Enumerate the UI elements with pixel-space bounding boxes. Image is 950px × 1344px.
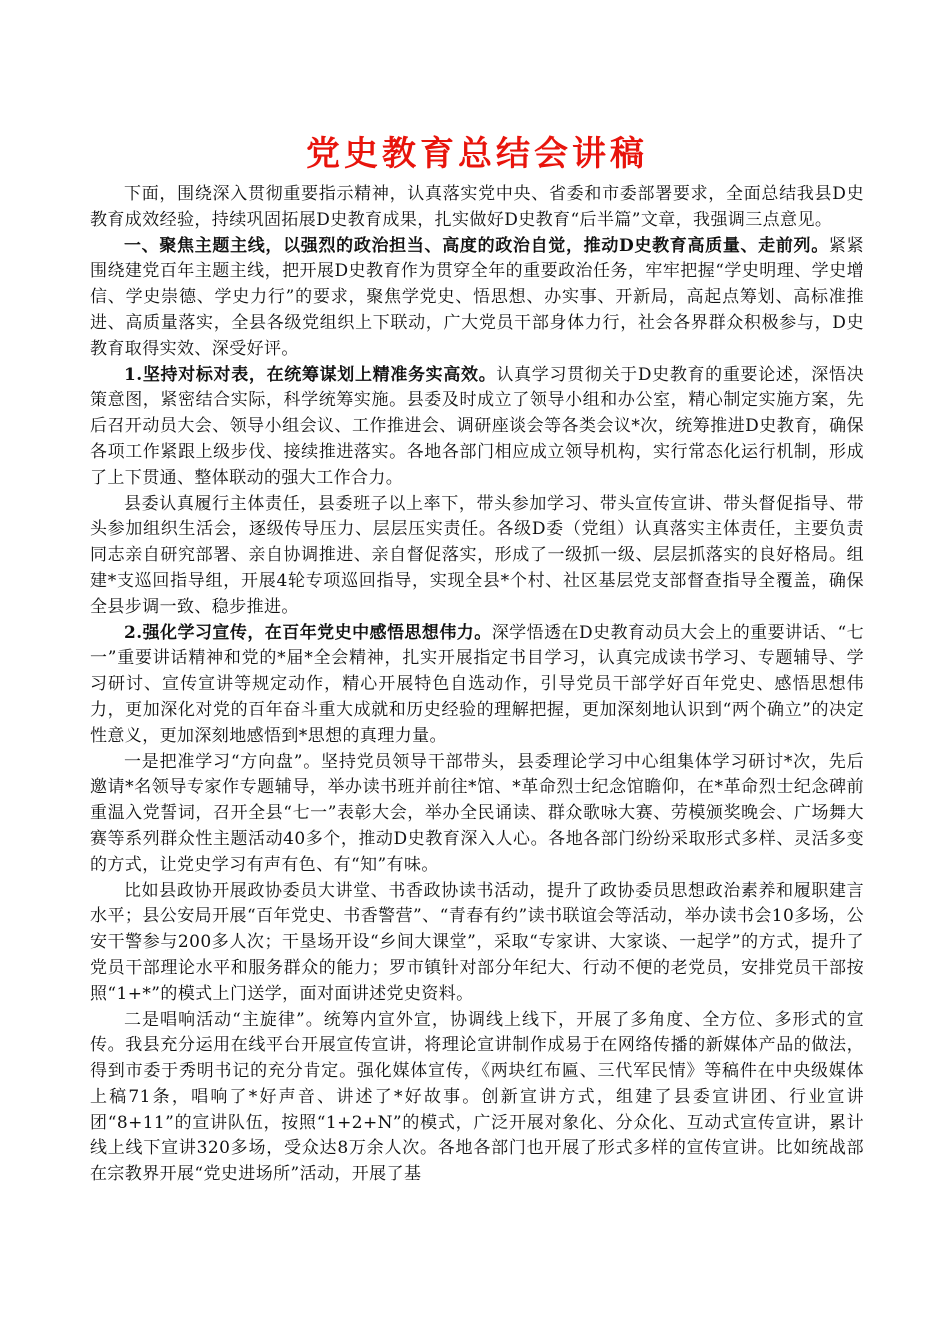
paragraph-text: 紧紧围绕建党百年主题主线，把开展D史教育作为贯穿全年的重要政治任务，牢牢把握“学史明理、学史增信、学史崇德、学史力行”的要求，聚焦学党史、悟思想、办实事、开新局，高起点筹划、高标准推进、高质量落实，全县各级党组织上下联动，广大党员干部身体力行，社会各界群众积极参与，D史教育取得实效、深受好评。	[90, 235, 864, 359]
paragraph-text: 深学悟透在D史教育动员大会上的重要讲话、“七一”重要讲话精神和党的*届*全会精神，扎实开展指定书目学习，认真完成读书学习、专题辅导、学习研讨、宣传宣讲等规定动作，精心开展特色自选动作，引导党员干部学好百年党史、感悟思想伟力，更加深化对党的百年奋斗重大成就和历史经验的理解把握，更加深刻地认识到“两个确立”的决定性意义，更加深刻地感悟到*思想的真理力量。	[90, 622, 865, 746]
paragraph-item-1	[90, 363, 864, 492]
paragraph-text: 下面，围绕深入贯彻重要指示精神，认真落实党中央、省委和市委部署要求，全面总结我县D史教育成效经验，持续巩固拓展D史教育成果，扎实做好D史教育“后半篇”文章，我强调三点意见。	[90, 184, 864, 230]
paragraph-county-committee	[90, 492, 864, 621]
paragraph-lead: 一、聚焦主题主线，以强烈的政治担当、高度的政治自觉，推动D史教育高质量、走前列。	[124, 235, 829, 256]
paragraph-examples	[90, 879, 864, 1008]
paragraph-intro	[90, 182, 864, 234]
paragraph-text: 认真学习贯彻关于D史教育的重要论述，深悟决策意图，紧密结合实际，科学统筹实施。县委及时成立了领导小组和办公室，精心制定实施方案，先后召开动员大会、领导小组会议、工作推进会、调研座谈会等各类会议*次，统筹推进D史教育，确保各项工作紧跟上级步伐、接续推进落实。各地各部门相应成立领导机构，实行常态化运行机制，形成了上下贯通、整体联动的强大工作合力。	[90, 364, 865, 488]
paragraph-text: 一是把准学习“方向盘”。坚持党员领导干部带头，县委理论学习中心组集体学习研讨*次，先后邀请*名领导专家作专题辅导，举办读书班并前往*馆、*革命烈士纪念馆瞻仰，在*革命烈士纪念碑前重温入党誓词，召开全县“七一”表彰大会，举办全民诵读、群众歌咏大赛、劳模颁奖晚会、广场舞大赛等系列群众性主题活动40多个，推动D史教育深入人心。各地各部门纷纷采取形式多样、灵活多变的方式，让党史学习有声有色、有“知”有味。	[90, 751, 864, 875]
document-title: 党史教育总结会讲稿	[306, 134, 648, 174]
paragraph-text: 二是唱响活动“主旋律”。统筹内宣外宣，协调线上线下，开展了多角度、全方位、多形式的宣传。我县充分运用在线平台开展宣传宣讲，将理论宣讲制作成易于在网络传播的新媒体产品的做法，得到市委于秀明书记的充分肯定。强化媒体宣传，《两块红布匾、三代军民情》等稿件在中央级媒体上稿71条，唱响了*好声音、讲述了*好故事。创新宣讲方式，组建了县委宣讲团、行业宣讲团“8+11”的宣讲队伍，按照“1+2+N”的模式，广泛开展对象化、分众化、互动式宣传宣讲，累计线上线下宣讲320多场，受众达8万余人次。各地各部门也开展了形式多样的宣传宣讲。比如统战部在宗教界开展“党史进场所”活动，开展了基	[90, 1009, 864, 1185]
paragraph-lead: 2.强化学习宣传，在百年党史中感悟思想伟力。	[124, 622, 492, 643]
paragraph-section-1	[90, 234, 864, 363]
paragraph-point-two	[90, 1008, 864, 1189]
paragraph-point-one	[90, 750, 864, 879]
paragraph-text: 比如县政协开展政协委员大讲堂、书香政协读书活动，提升了政协委员思想政治素养和履职建言水平；县公安局开展“百年党史、书香警营”、“青春有约”读书联谊会等活动，举办读书会10多场，公安干警参与200多人次；干垦场开设“乡间大课堂”，采取“专家讲、大家谈、一起学”的方式，提升了党员干部理论水平和服务群众的能力；罗市镇针对部分年纪大、行动不便的老党员，安排党员干部按照“1+*”的模式上门送学，面对面讲述党史资料。	[90, 880, 864, 1004]
paragraph-lead: 1.坚持对标对表，在统筹谋划上精准务实高效。	[124, 364, 497, 385]
paragraph-item-2	[90, 621, 864, 750]
paragraph-text: 县委认真履行主体责任，县委班子以上率下，带头参加学习、带头宣传宣讲、带头督促指导、带头参加组织生活会，逐级传导压力、层层压实责任。各级D委（党组）认真落实主体责任，主要负责同志亲自研究部署、亲自协调推进、亲自督促落实，形成了一级抓一级、层层抓落实的良好格局。组建*支巡回指导组，开展4轮专项巡回指导，实现全县*个村、社区基层党支部督查指导全覆盖，确保全县步调一致、稳步推进。	[90, 493, 864, 617]
